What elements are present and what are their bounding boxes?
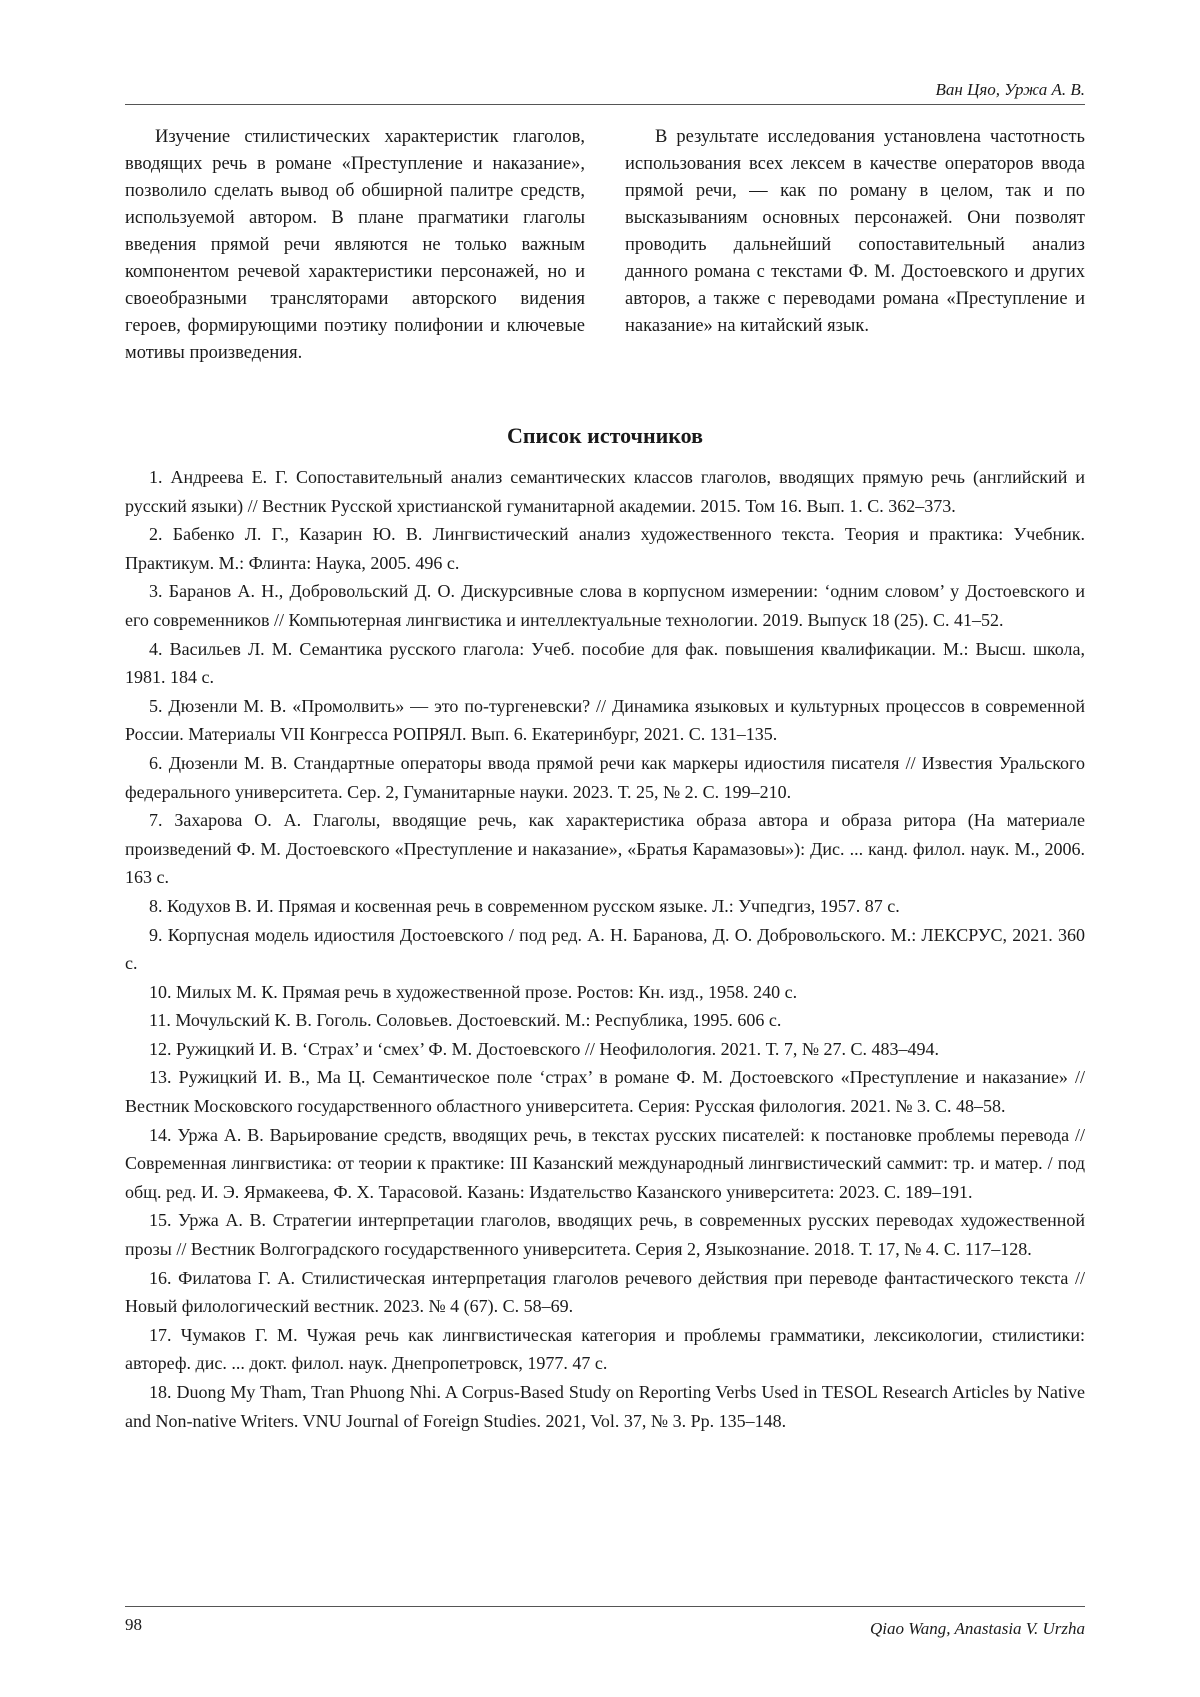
reference-item: 5. Дюзенли М. В. «Промолвить» — это по-тургеневски? // Динамика языковых и культурных процессов в современной России. Материалы VII Конгресса РОПРЯЛ. Вып. 6. Екатеринбург, 2021. С. 131–135.: [125, 695, 1085, 745]
header-running-title: Ван Цяо, Уржа А. В.: [935, 80, 1085, 99]
page-number: 98: [125, 1615, 142, 1634]
reference-item: 6. Дюзенли М. В. Стандартные операторы ввода прямой речи как маркеры идиостиля писателя // Известия Уральского федерального университета. Сер. 2, Гуманитарные науки. 2023. Т. 25, № 2. С. 199–210.: [125, 752, 1085, 802]
reference-item: 18. Duong My Tham, Tran Phuong Nhi. A Corpus-Based Study on Reporting Verbs Used in TESOL Research Articles by Native and Non-native Writers. VNU Journal of Foreign Studies. 2021, Vol. 37, № 3. Pp. 135–148.: [125, 1382, 1085, 1431]
reference-item: 12. Ружицкий И. В. ‘Страх’ и ‘смех’ Ф. М. Достоевского // Неофилология. 2021. Т. 7, № 27. С. 483–494.: [149, 1038, 940, 1059]
references-list: [125, 463, 1085, 1435]
footer-running-title: Qiao Wang, Anastasia V. Urzha: [869, 1619, 1085, 1638]
reference-item: 13. Ружицкий И. В., Ма Ц. Семантическое поле ‘страх’ в романе Ф. М. Достоевского «Преступление и наказание» // Вестник Московского государственного областного университета. Серия: Русская филология. 2021. № 3. С. 48–58.: [125, 1067, 1085, 1117]
page-footer: [125, 1606, 1085, 1638]
references-title: Список источников: [506, 423, 704, 448]
body-paragraph-left: Изучение стилистических характеристик глаголов, вводящих речь в романе «Преступление и наказание», позволило сделать вывод об обширной палитре средств, используемой автором. В плане прагматики глаголы введения прямой речи являются не только важным компонентом речевой характеристики персонажей, но и своеобразными трансляторами авторского видения героев, формирующими поэтику полифонии и ключевые мотивы произведения.: [125, 127, 585, 363]
reference-item: 10. Милых М. К. Прямая речь в художественной прозе. Ростов: Кн. изд., 1958. 240 с.: [149, 981, 798, 1002]
reference-item: 11. Мочульский К. В. Гоголь. Соловьев. Достоевский. М.: Республика, 1995. 606 с.: [149, 1010, 782, 1031]
reference-item: 15. Уржа А. В. Стратегии интерпретации глаголов, вводящих речь, в современных русских переводах художественной прозы // Вестник Волгоградского государственного университета. Серия 2, Языкознание. 2018. Т. 17, № 4. С. 117–128.: [125, 1210, 1085, 1260]
reference-item: 4. Васильев Л. М. Семантика русского глагола: Учеб. пособие для фак. повышения квалификации. М.: Высш. школа, 1981. 184 с.: [125, 638, 1085, 688]
reference-item: 8. Кодухов В. И. Прямая и косвенная речь в современном русском языке. Л.: Учпедгиз, 1957. 87 с.: [149, 895, 900, 916]
reference-item: 9. Корпусная модель идиостиля Достоевского / под ред. А. Н. Баранова, Д. О. Добровольского. М.: ЛЕКСРУС, 2021. 360 с.: [125, 924, 1085, 974]
reference-item: 1. Андреева Е. Г. Сопоставительный анализ семантических классов глаголов, вводящих прямую речь (английский и русский языки) // Вестник Русской христианской гуманитарной академии. 2015. Том 16. Вып. 1. С. 362–373.: [125, 467, 1085, 516]
body-paragraph-right: В результате исследования установлена частотность использования всех лексем в качестве операторов ввода прямой речи, — как по роману в целом, так и по высказываниям основных персонажей. Они позволят проводить дальнейший сопоставительный анализ данного романа с текстами Ф. М. Достоевского и других авторов, а также с переводами романа «Преступление и наказание» на китайский язык.: [625, 127, 1085, 336]
reference-item: 16. Филатова Г. А. Стилистическая интерпретация глаголов речевого действия при переводе фантастического текста // Новый филологический вестник. 2023. № 4 (67). С. 58–69.: [125, 1267, 1085, 1317]
reference-item: 2. Бабенко Л. Г., Казарин Ю. В. Лингвистический анализ художественного текста. Теория и практика: Учебник. Практикум. М.: Флинта: Наука, 2005. 496 с.: [125, 524, 1085, 573]
reference-item: 3. Баранов А. Н., Добровольский Д. О. Дискурсивные слова в корпусном измерении: ‘одним словом’ у Достоевского и его современников // Компьютерная лингвистика и интеллектуальные технологии. 2019. Выпуск 18 (25). С. 41–52.: [125, 581, 1085, 630]
reference-item: 14. Уржа А. В. Варьирование средств, вводящих речь, в текстах русских писателей: к постановке проблемы перевода // Современная лингвистика: от теории к практике: III Казанский международный лингвистический саммит: тр. и матер. / под общ. ред. И. Э. Ярмакеева, Ф. Х. Тарасовой. Казань: Издательство Казанского университета: 2023. С. 189–191.: [125, 1124, 1085, 1202]
page-header: [125, 80, 1085, 105]
reference-item: 17. Чумаков Г. М. Чужая речь как лингвистическая категория и проблемы грамматики, лексикологии, стилистики: автореф. дис. ... докт. филол. наук. Днепропетровск, 1977. 47 с.: [125, 1324, 1085, 1374]
reference-item: 7. Захарова О. А. Глаголы, вводящие речь, как характеристика образа автора и образа ритора (На материале произведений Ф. М. Достоевского «Преступление и наказание», «Братья Карамазовы»): Дис. ... канд. филол. наук. М., 2006. 163 с.: [125, 810, 1085, 888]
